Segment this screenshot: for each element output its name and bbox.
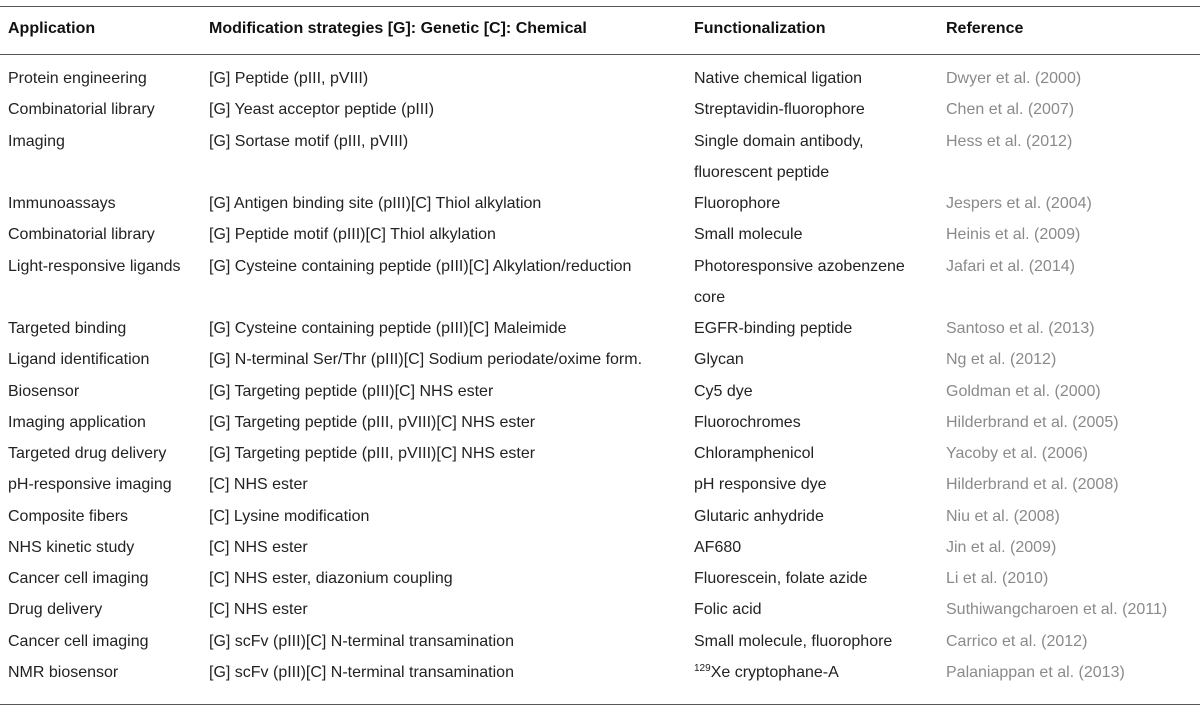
cell-functionalization: pH responsive dye: [694, 476, 827, 494]
cell-reference: Li et al. (2010): [946, 570, 1049, 587]
cell-functionalization: Folic acid: [694, 601, 762, 619]
cell-reference: Suthiwangcharoen et al. (2011): [946, 601, 1168, 619]
cell-modification: [G] Targeting peptide (pIII, pVIII)[C] NHS ester: [209, 413, 536, 431]
cell-reference: Goldman et al. (2000): [946, 382, 1101, 400]
cell-functionalization: Small molecule, fluorophore: [694, 632, 893, 650]
cell-application: Imaging application: [8, 413, 146, 431]
cell-modification: [C] NHS ester: [209, 601, 308, 619]
cell-reference: Hess et al. (2012): [946, 132, 1073, 150]
cell-modification: [G] Peptide (pIII, pVIII): [209, 70, 369, 87]
cell-modification: [C] NHS ester: [209, 538, 308, 556]
cell-functionalization: Chloramphenicol: [694, 445, 815, 462]
cell-application: pH-responsive imaging: [8, 476, 172, 494]
cell-application: Composite fibers: [8, 507, 129, 525]
cell-functionalization: Photoresponsive azobenzene: [694, 257, 905, 275]
bottom-rule: [0, 704, 1200, 705]
cell-modification: [G] Peptide motif (pIII)[C] Thiol alkylation: [209, 226, 496, 244]
cell-modification: [G] Sortase motif (pIII, pVIII): [209, 132, 409, 150]
cell-reference: Chen et al. (2007): [946, 101, 1075, 119]
cell-functionalization: Small molecule: [694, 226, 803, 244]
top-rule: [0, 6, 1200, 7]
functionalization-text: Xe cryptophane-A: [710, 663, 839, 681]
header-reference: Reference: [946, 20, 1024, 37]
cell-application: Combinatorial library: [8, 101, 155, 119]
cell-functionalization: [694, 657, 839, 688]
header-modification: Modification strategies [G]: Genetic [C]: Chemical: [209, 20, 587, 37]
cell-application: NHS kinetic study: [8, 538, 135, 556]
cell-reference: Yacoby et al. (2006): [946, 445, 1089, 462]
cell-modification: [C] NHS ester, diazonium coupling: [209, 570, 453, 587]
cell-application: Cancer cell imaging: [8, 570, 149, 587]
cell-application: Light-responsive ligands: [8, 257, 181, 275]
cell-modification: [G] Cysteine containing peptide (pIII)[C] Maleimide: [209, 320, 567, 337]
cell-reference: Jespers et al. (2004): [946, 195, 1092, 212]
cell-reference: Hilderbrand et al. (2005): [946, 413, 1119, 431]
header-rule: [0, 54, 1200, 55]
cell-modification: [G] Targeting peptide (pIII, pVIII)[C] NHS ester: [209, 445, 536, 462]
cell-application: NMR biosensor: [8, 663, 119, 681]
cell-application: Immunoassays: [8, 195, 116, 212]
cell-reference: Hilderbrand et al. (2008): [946, 476, 1119, 494]
cell-reference: Palaniappan et al. (2013): [946, 663, 1125, 681]
cell-reference: Dwyer et al. (2000): [946, 70, 1082, 87]
cell-functionalization: Glycan: [694, 351, 744, 369]
cell-functionalization: Fluorescein, folate azide: [694, 570, 868, 587]
cell-reference: Jafari et al. (2014): [946, 257, 1075, 275]
cell-modification: [G] Cysteine containing peptide (pIII)[C] Alkylation/reduction: [209, 257, 632, 275]
cell-modification: [G] N-terminal Ser/Thr (pIII)[C] Sodium periodate/oxime form.: [209, 351, 643, 369]
cell-functionalization: Glutaric anhydride: [694, 507, 824, 525]
cell-functionalization: Cy5 dye: [694, 382, 753, 400]
cell-functionalization-continued: fluorescent peptide: [694, 163, 830, 181]
cell-application: Combinatorial library: [8, 226, 155, 244]
isotope-superscript: 129: [694, 662, 711, 674]
cell-functionalization: Single domain antibody,: [694, 132, 864, 150]
cell-application: Ligand identification: [8, 351, 150, 369]
cell-reference: Santoso et al. (2013): [946, 320, 1095, 337]
cell-modification: [G] Yeast acceptor peptide (pIII): [209, 101, 435, 119]
cell-reference: Niu et al. (2008): [946, 507, 1060, 525]
cell-modification: [G] scFv (pIII)[C] N-terminal transamination: [209, 632, 514, 650]
cell-functionalization: Streptavidin-fluorophore: [694, 101, 865, 119]
header-functionalization: Functionalization: [694, 20, 826, 37]
cell-functionalization: EGFR-binding peptide: [694, 320, 853, 337]
cell-application: Biosensor: [8, 382, 80, 400]
cell-functionalization: AF680: [694, 538, 742, 556]
cell-modification: [C] NHS ester: [209, 476, 308, 494]
cell-functionalization: Fluorochromes: [694, 413, 801, 431]
header-application: Application: [8, 20, 96, 37]
cell-modification: [G] Antigen binding site (pIII)[C] Thiol alkylation: [209, 195, 542, 212]
cell-modification: [G] scFv (pIII)[C] N-terminal transamination: [209, 663, 514, 681]
cell-reference: Heinis et al. (2009): [946, 226, 1081, 244]
cell-functionalization: Fluorophore: [694, 195, 781, 212]
cell-modification: [G] Targeting peptide (pIII)[C] NHS ester: [209, 382, 494, 400]
cell-application: Drug delivery: [8, 601, 103, 619]
cell-modification: [C] Lysine modification: [209, 507, 370, 525]
cell-reference: Carrico et al. (2012): [946, 632, 1088, 650]
cell-functionalization-continued: core: [694, 288, 726, 306]
cell-functionalization: Native chemical ligation: [694, 70, 863, 87]
cell-reference: Jin et al. (2009): [946, 538, 1057, 556]
cell-application: Targeted drug delivery: [8, 445, 167, 462]
cell-application: Cancer cell imaging: [8, 632, 149, 650]
cell-application: Targeted binding: [8, 320, 127, 337]
cell-reference: Ng et al. (2012): [946, 351, 1057, 369]
cell-application: Imaging: [8, 132, 65, 150]
cell-application: Protein engineering: [8, 70, 147, 87]
